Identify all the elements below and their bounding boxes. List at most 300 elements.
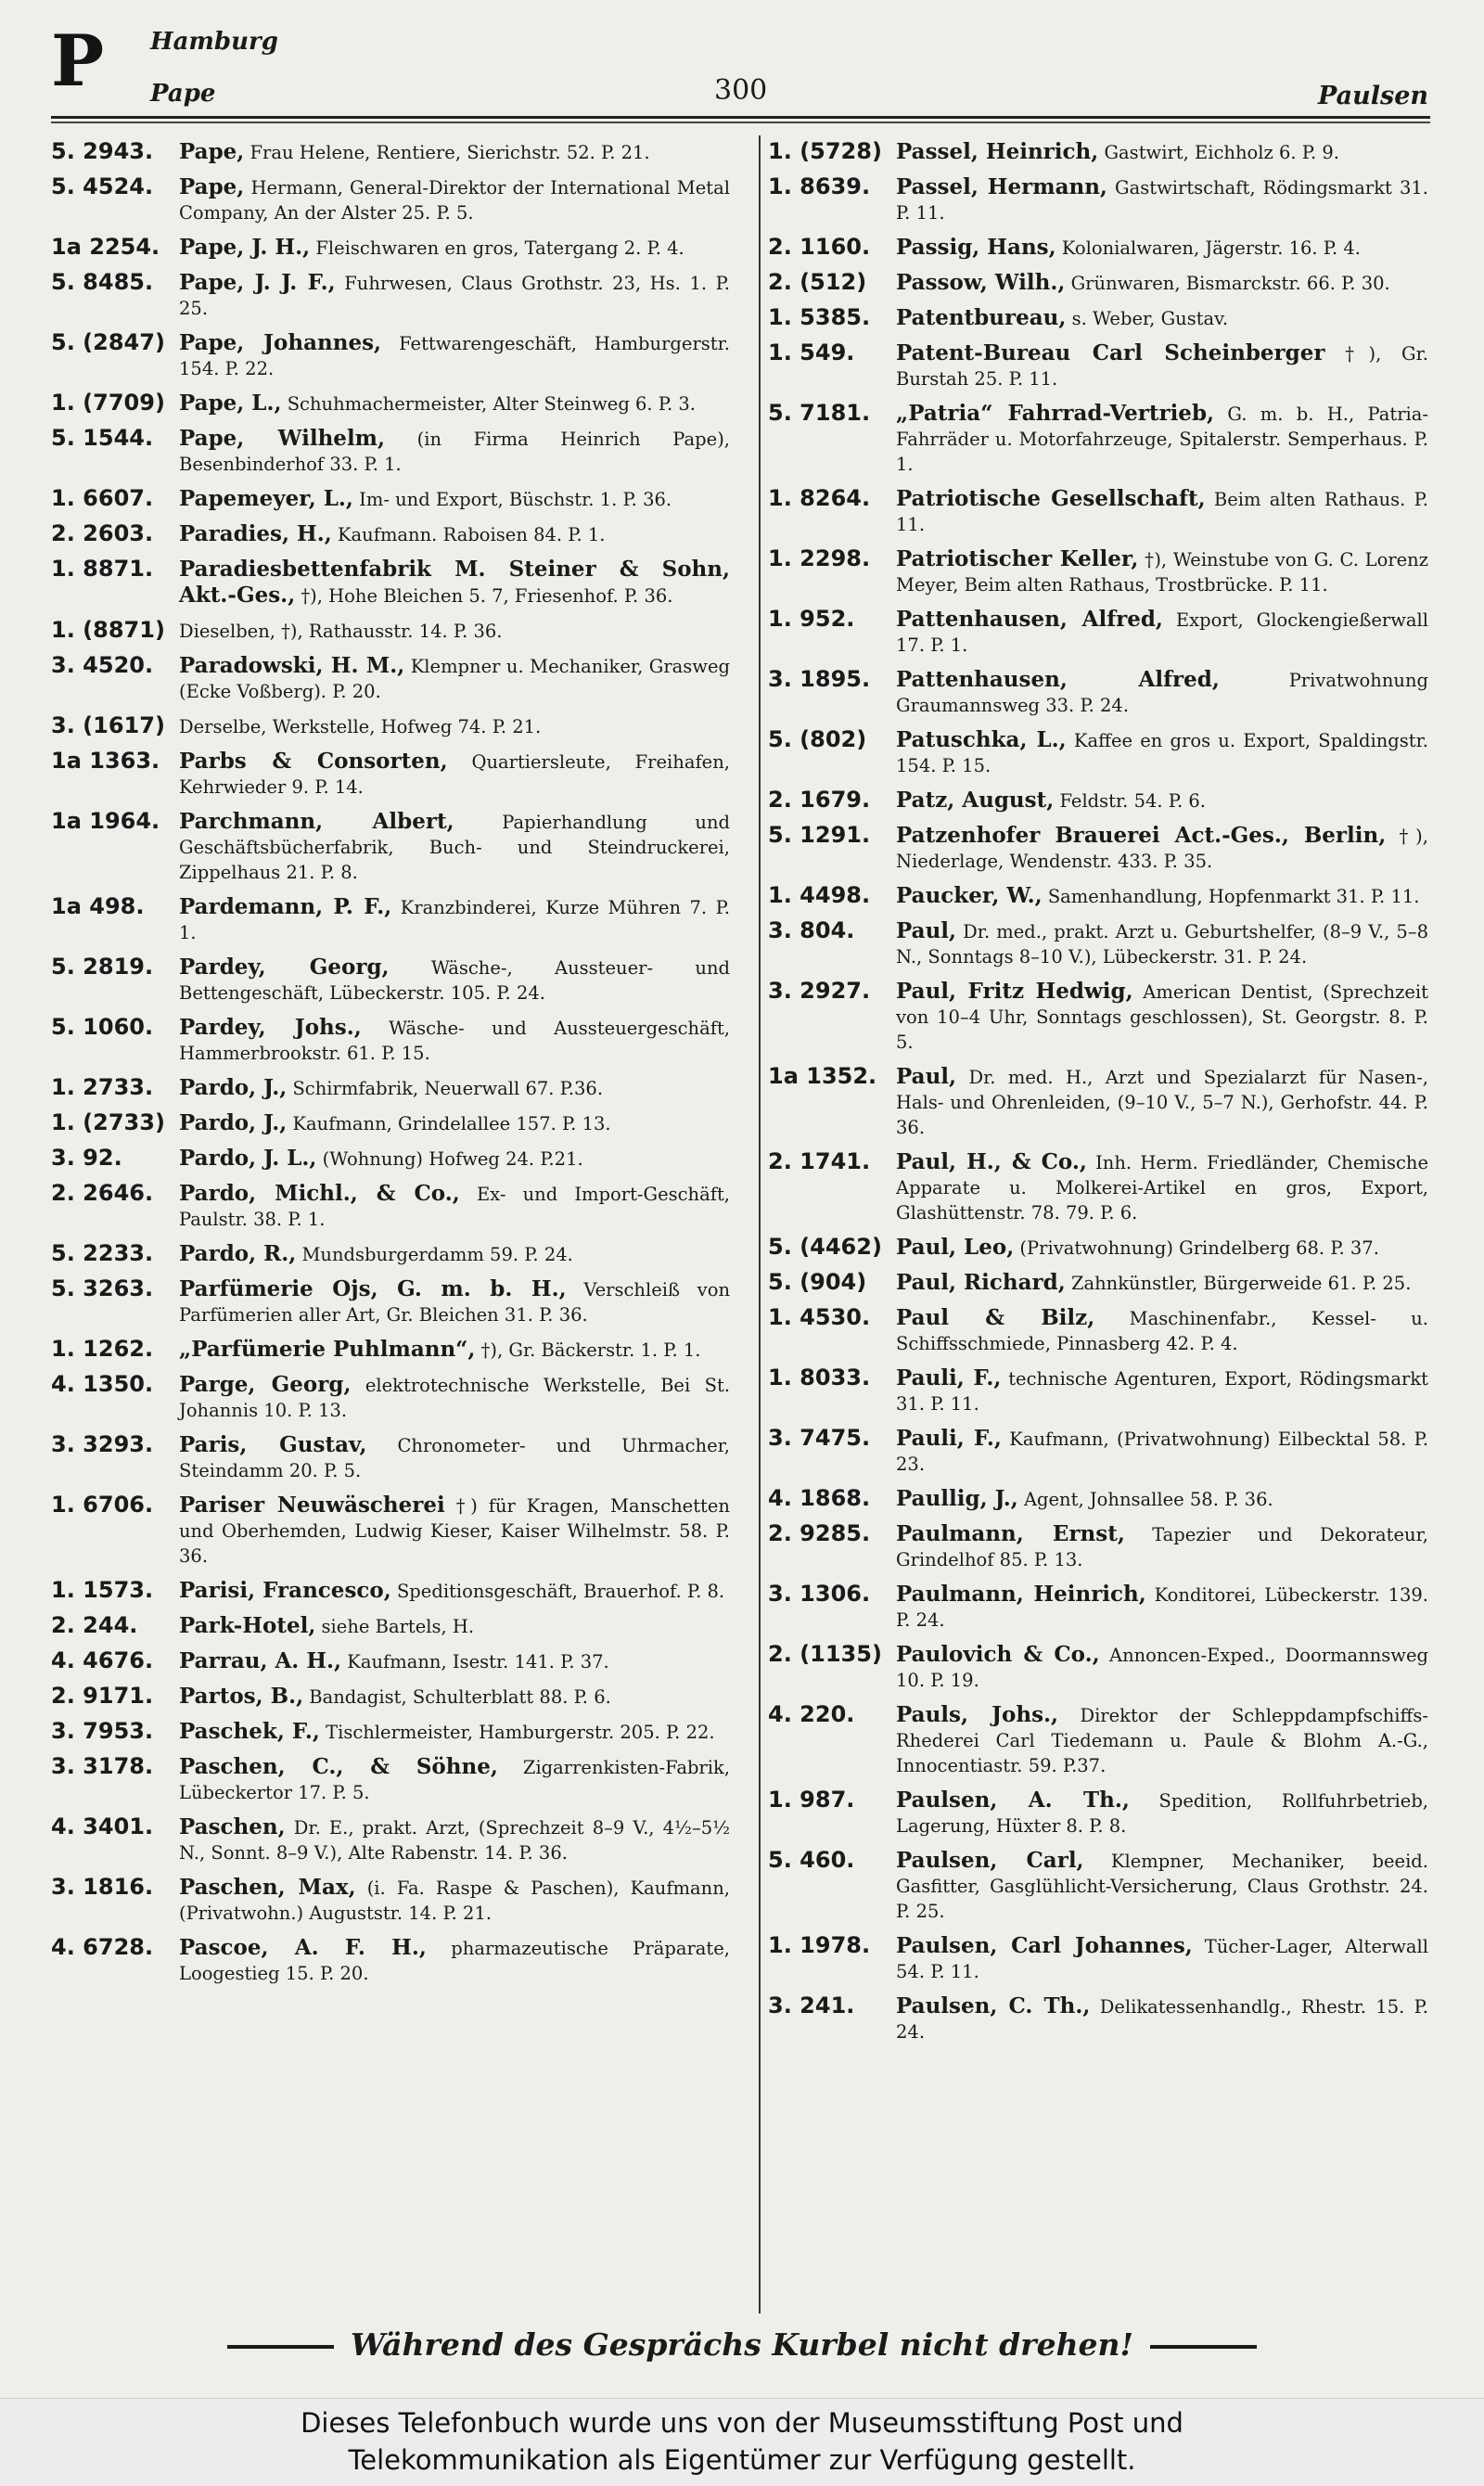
directory-entry: [768, 607, 1428, 658]
entry-name: Pattenhausen, Alfred,: [896, 607, 1163, 632]
entry-details: Verschleiß von Parfümerien aller Art, Gr. Bleichen 31. P. 36.: [179, 1279, 730, 1326]
entry-details: Frau Helene, Rentiere, Sierichstr. 52. P. 21.: [249, 142, 650, 163]
entry-text: [896, 918, 1428, 969]
entry-details: Inh. Herm. Friedländer, Chemische Apparate u. Molkerei-Artikel en gros, Export, Glashüttenstr. 78. 79. P. 6.: [896, 1152, 1428, 1224]
directory-entry: [768, 486, 1428, 537]
directory-entry: [51, 809, 730, 885]
entry-details: Feldstr. 54. P. 6.: [1059, 790, 1206, 812]
entry-name: Pardey, Georg,: [179, 955, 390, 980]
right-column: [768, 139, 1428, 2054]
entry-details: Tischlermeister, Hamburgerstr. 205. P. 22.: [326, 1722, 715, 1743]
entry-name: Paulovich & Co.,: [896, 1642, 1100, 1667]
directory-entry: [51, 426, 730, 477]
directory-entry: [51, 1110, 730, 1136]
entry-text: [179, 1875, 730, 1926]
entry-name: Pardemann, P. F.,: [179, 894, 392, 919]
directory-entry: [51, 391, 730, 416]
entry-name: Paulsen, Carl Johannes,: [896, 1933, 1193, 1958]
phone-number: 5. (802): [768, 726, 867, 752]
entry-details: Dieselben, †), Rathausstr. 14. P. 36.: [179, 621, 503, 642]
entry-text: [179, 1754, 730, 1805]
entry-details: Derselbe, Werkstelle, Hofweg 74. P. 21.: [179, 716, 542, 737]
directory-entry: [51, 1337, 730, 1363]
directory-entry: [51, 486, 730, 512]
directory-entry: [768, 823, 1428, 874]
phone-number: 1. 4498.: [768, 882, 871, 908]
entry-name: Parge, Georg,: [179, 1372, 352, 1397]
directory-entry: [51, 1372, 730, 1423]
entry-details: †), Weinstube von G. C. Lorenz Meyer, Beim alten Rathaus, Trostbrücke. P. 11.: [896, 549, 1429, 596]
phone-number: 1. 4530.: [768, 1304, 871, 1330]
phone-number: 3. 4520.: [51, 652, 154, 678]
entry-details: Kaufmann, Grindelallee 157. P. 13.: [292, 1113, 611, 1134]
entry-text: [896, 823, 1428, 874]
phone-number: 5. (904): [768, 1269, 867, 1295]
directory-entry: [51, 1719, 730, 1745]
entry-details: Tücher-Lager, Alterwall 54. P. 11.: [896, 1936, 1428, 1982]
entry-details: technische Agenturen, Export, Rödingsmarkt 31. P. 11.: [896, 1368, 1428, 1415]
phone-number: 3. 1306.: [768, 1581, 871, 1607]
entry-text: [896, 979, 1428, 1055]
phone-number: 1. 952.: [768, 606, 855, 632]
phone-number: 2. (1135): [768, 1641, 882, 1667]
entry-text: [896, 1235, 1428, 1261]
entry-name: Pape, Wilhelm,: [179, 426, 386, 451]
entry-details: Konditorei, Lübeckerstr. 139. P. 24.: [896, 1584, 1429, 1631]
directory-entry: [51, 1648, 730, 1674]
entry-text: [896, 546, 1428, 597]
entry-text: [179, 174, 730, 225]
entry-name: Pariser Neuwäscherei: [179, 1493, 445, 1518]
credit-banner: [0, 2398, 1484, 2486]
entry-name: Pardo, J.,: [179, 1075, 288, 1100]
entry-name: Passig, Hans,: [896, 235, 1056, 260]
entry-details: Schirmfabrik, Neuerwall 67. P.36.: [292, 1078, 604, 1099]
directory-entry: [768, 727, 1428, 778]
entry-text: [896, 174, 1428, 225]
phone-number: 4. 3401.: [51, 1813, 154, 1839]
phone-number: 5. (4462): [768, 1234, 882, 1260]
directory-entry: [51, 270, 730, 321]
entry-name: Paulsen, C. Th.,: [896, 1993, 1091, 2018]
directory-entry: [768, 1426, 1428, 1477]
phone-number: 3. (1617): [51, 712, 165, 738]
directory-entry: [51, 330, 730, 381]
phone-number: 2. 9285.: [768, 1520, 871, 1546]
entry-details: (in Firma Heinrich Pape), Besenbinderhof 33. P. 1.: [179, 429, 731, 475]
entry-name: Paradiesbettenfabrik M. Steiner & Sohn, Akt.-Ges.,: [179, 557, 730, 608]
entry-text: [896, 883, 1428, 909]
directory-entry: [768, 270, 1428, 296]
directory-entry: [51, 749, 730, 800]
entry-details: Zigarrenkisten-Fabrik, Lübeckertor 17. P. 5.: [179, 1757, 730, 1803]
city-header: Hamburg: [150, 28, 278, 56]
phone-number: 5. (2847): [51, 329, 165, 355]
entry-text: [179, 1648, 730, 1674]
entry-name: Park-Hotel,: [179, 1613, 316, 1638]
directory-entry: [768, 139, 1428, 165]
entry-details: Speditionsgeschäft, Brauerhof. P. 8.: [396, 1581, 725, 1602]
phone-number: 2. 2646.: [51, 1180, 154, 1206]
phone-number: 2. 1741.: [768, 1148, 871, 1174]
entry-text: [179, 270, 730, 321]
entry-name: Patriotischer Keller,: [896, 546, 1139, 571]
directory-entry: [768, 918, 1428, 969]
phone-number: 1a 498.: [51, 893, 145, 919]
entry-name: Parrau, A. H.,: [179, 1648, 342, 1673]
directory-entry: [51, 1814, 730, 1865]
entry-details: Wäsche-, Aussteuer- und Bettengeschäft, Lübeckerstr. 105. P. 24.: [179, 957, 731, 1004]
entry-details: Kolonialwaren, Jägerstr. 16. P. 4.: [1061, 237, 1361, 259]
entry-details: Kaffee en gros u. Export, Spaldingstr. 154. P. 15.: [896, 730, 1428, 776]
directory-entry: [768, 667, 1428, 718]
entry-text: [179, 1613, 730, 1639]
phone-number: 2. 1160.: [768, 234, 871, 260]
entry-text: [896, 1848, 1428, 1924]
directory-entry: [51, 1146, 730, 1172]
left-column: [51, 139, 730, 1995]
entry-text: [179, 330, 730, 381]
directory-entry: [768, 235, 1428, 261]
entry-details: Quartiersleute, Freihafen, Kehrwieder 9. P. 14.: [179, 751, 730, 798]
phone-number: 4. 6728.: [51, 1934, 154, 1960]
directory-entry: [51, 894, 730, 945]
page-number: 300: [714, 74, 768, 107]
entry-details: pharmazeutische Präparate, Loogestieg 15. P. 20.: [179, 1938, 730, 1984]
phone-number: 4. 220.: [768, 1701, 855, 1727]
directory-entry: [768, 1702, 1428, 1778]
last-entry-header: Paulsen: [1318, 82, 1428, 110]
entry-text: [896, 1582, 1428, 1633]
entry-name: Paschek, F.,: [179, 1719, 320, 1744]
entry-details: Papierhandlung und Geschäftsbücherfabrik, Buch- und Steindruckerei, Zippelhaus 21. P. 8.: [179, 812, 730, 883]
directory-entry: [768, 1365, 1428, 1416]
directory-entry: [51, 1754, 730, 1805]
entry-text: [896, 1064, 1428, 1140]
entry-details: elektrotechnische Werkstelle, Bei St. Johannis 10. P. 13.: [179, 1375, 730, 1421]
entry-name: Pascoe, A. F. H.,: [179, 1935, 427, 1960]
entry-text: [179, 235, 730, 261]
directory-entry: [51, 521, 730, 547]
phone-number: 2. 1679.: [768, 787, 871, 813]
entry-name: Passow, Wilh.,: [896, 270, 1066, 295]
entry-details: †), Gr. Burstah 25. P. 11.: [896, 343, 1428, 390]
phone-number: 1. (7709): [51, 390, 165, 416]
section-letter: P: [51, 19, 105, 102]
phone-number: 4. 4676.: [51, 1647, 154, 1673]
directory-entry: [51, 235, 730, 261]
phone-number: 3. 241.: [768, 1993, 855, 2018]
entry-text: [896, 486, 1428, 537]
entry-text: [896, 727, 1428, 778]
entry-name: Patuschka, L.,: [896, 727, 1067, 752]
phone-number: 1. 6706.: [51, 1492, 154, 1518]
entry-text: [896, 1993, 1428, 2044]
entry-name: Paschen, C., & Söhne,: [179, 1754, 498, 1779]
entry-name: Parbs & Consorten,: [179, 749, 448, 774]
phone-number: 3. 3293.: [51, 1431, 154, 1457]
phone-number: 1. 1978.: [768, 1932, 871, 1958]
entry-details: Tapezier und Dekorateur, Grindelhof 85. P. 13.: [896, 1524, 1428, 1570]
entry-text: [179, 426, 730, 477]
directory-entry: [768, 1642, 1428, 1693]
entry-name: Partos, B.,: [179, 1684, 304, 1709]
entry-text: [179, 1015, 730, 1066]
entry-name: Paschen,: [179, 1814, 286, 1839]
entry-details: †), Hohe Bleichen 5. 7, Friesenhof. P. 36.: [301, 585, 673, 607]
directory-entry: [51, 1181, 730, 1232]
entry-name: Paulmann, Ernst,: [896, 1521, 1125, 1546]
entry-details: Im- und Export, Büschstr. 1. P. 36.: [359, 489, 672, 510]
entry-details: Agent, Johnsallee 58. P. 36.: [1023, 1489, 1273, 1510]
entry-name: Patzenhofer Brauerei Act.-Ges., Berlin,: [896, 823, 1387, 848]
directory-entry: [768, 305, 1428, 331]
entry-text: [179, 139, 730, 165]
entry-details: G. m. b. H., Patria-Fahrräder u. Motorfahrzeuge, Spitalerstr. Semperhaus. P. 1.: [896, 404, 1428, 475]
entry-name: Pape,: [179, 174, 245, 199]
phone-number: 5. 8485.: [51, 269, 154, 295]
entry-text: [896, 788, 1428, 814]
phone-number: 3. 2927.: [768, 978, 871, 1004]
entry-details: Gastwirt, Eichholz 6. P. 9.: [1104, 142, 1339, 163]
entry-text: [896, 1702, 1428, 1778]
entry-text: [896, 1149, 1428, 1225]
phone-number: 5. 7181.: [768, 400, 871, 426]
entry-details: Dr. med., prakt. Arzt u. Geburtshelfer, (8–9 V., 5–8 N., Sonntags 8–10 V.), Lübeckerstr. 31. P. 24.: [896, 921, 1428, 967]
slogan-text: Während des Gesprächs Kurbel nicht drehen!: [350, 2326, 1134, 2363]
phone-number: 5. 2943.: [51, 138, 154, 164]
directory-entry: [768, 1788, 1428, 1839]
entry-details: Wäsche- und Aussteuergeschäft, Hammerbrookstr. 61. P. 15.: [179, 1018, 730, 1064]
entry-name: Paul,: [896, 918, 957, 943]
entry-text: [896, 1305, 1428, 1356]
entry-name: Paul & Bilz,: [896, 1305, 1095, 1330]
entry-name: Pardo, R.,: [179, 1241, 297, 1266]
directory-entry: [51, 1015, 730, 1066]
phone-number: 3. 804.: [768, 917, 855, 943]
entry-text: [179, 618, 730, 644]
phone-number: 2. 2603.: [51, 520, 154, 546]
directory-entry: [51, 1241, 730, 1267]
directory-entry: [51, 1493, 730, 1569]
entry-text: [896, 1365, 1428, 1416]
phone-number: 5. 1544.: [51, 425, 154, 451]
entry-text: [896, 305, 1428, 331]
entry-name: Paulsen, A. Th.,: [896, 1788, 1130, 1813]
directory-entry: [768, 1933, 1428, 1984]
entry-text: [179, 1578, 730, 1604]
entry-name: Patz, August,: [896, 788, 1055, 813]
entry-text: [896, 1642, 1428, 1693]
directory-entry: [768, 340, 1428, 391]
directory-entry: [768, 1305, 1428, 1356]
entry-details: Delikatessenhandlg., Rhestr. 15. P. 24.: [896, 1996, 1428, 2043]
entry-name: Parisi, Francesco,: [179, 1578, 391, 1603]
directory-entry: [51, 618, 730, 644]
directory-entry: [768, 1149, 1428, 1225]
entry-text: [179, 1493, 730, 1569]
entry-details: †), Gr. Bäckerstr. 1. P. 1.: [480, 1339, 701, 1361]
entry-details: Fuhrwesen, Claus Grothstr. 23, Hs. 1. P. 25.: [179, 273, 730, 319]
phone-number: 1. 1262.: [51, 1336, 154, 1362]
entry-details: American Dentist, (Sprechzeit von 10–4 Uhr, Sonntags geschlossen), St. Georgstr. 8. P. 5.: [896, 981, 1428, 1053]
entry-name: Pauli, F.,: [896, 1426, 1002, 1451]
entry-text: [179, 955, 730, 1006]
directory-entry: [51, 1613, 730, 1639]
entry-text: [896, 1521, 1428, 1572]
entry-text: [179, 1075, 730, 1101]
footer-slogan: [0, 2326, 1484, 2363]
entry-text: [179, 486, 730, 512]
entry-text: [896, 607, 1428, 658]
entry-details: (Privatwohnung) Grindelberg 68. P. 37.: [1019, 1237, 1379, 1259]
entry-text: [179, 809, 730, 885]
entry-text: [896, 139, 1428, 165]
entry-text: [179, 1337, 730, 1363]
phone-number: 5. 3263.: [51, 1275, 154, 1301]
phone-number: 1. 8871.: [51, 556, 154, 582]
phone-number: 1. (2733): [51, 1109, 165, 1135]
entry-name: Paul,: [896, 1064, 957, 1089]
credit-line-2: Telekommunikation als Eigentümer zur Verfügung gestellt.: [348, 2444, 1136, 2476]
entry-details: (Wohnung) Hofweg 24. P.21.: [322, 1148, 583, 1170]
directory-entry: [768, 174, 1428, 225]
phone-number: 1. 8264.: [768, 485, 871, 511]
directory-entry: [768, 1521, 1428, 1572]
entry-details: Annoncen-Exped., Doormannsweg 10. P. 19.: [896, 1645, 1428, 1691]
phone-number: 1a 1964.: [51, 808, 160, 834]
phone-number: 1a 1363.: [51, 748, 160, 774]
entry-name: „Parfümerie Puhlmann“,: [179, 1337, 476, 1362]
entry-name: Pape, L.,: [179, 391, 282, 416]
directory-entry: [768, 788, 1428, 814]
phone-number: 1. 2733.: [51, 1074, 154, 1100]
directory-entry: [51, 653, 730, 704]
entry-text: [179, 749, 730, 800]
phone-number: 2. (512): [768, 269, 867, 295]
entry-name: Patriotische Gesellschaft,: [896, 486, 1206, 511]
entry-name: Paulsen, Carl,: [896, 1848, 1084, 1873]
phone-number: 1. 987.: [768, 1787, 855, 1813]
directory-entry: [51, 1684, 730, 1710]
entry-details: Zahnkünstler, Bürgerweide 61. P. 25.: [1070, 1273, 1412, 1294]
entry-details: †), Niederlage, Wendenstr. 433. P. 35.: [896, 826, 1428, 872]
phone-number: 4. 1868.: [768, 1485, 871, 1511]
entry-text: [179, 713, 730, 739]
phone-number: 5. 2819.: [51, 954, 154, 980]
directory-entry: [51, 1432, 730, 1483]
phone-number: 3. 1895.: [768, 666, 871, 692]
entry-name: Patentbureau,: [896, 305, 1067, 330]
entry-details: Schuhmachermeister, Alter Steinweg 6. P. 3.: [287, 393, 696, 415]
entry-name: Paradowski, H. M.,: [179, 653, 405, 678]
directory-entry: [768, 1993, 1428, 2044]
directory-entry: [768, 883, 1428, 909]
entry-name: Papemeyer, L.,: [179, 486, 353, 511]
entry-name: Paucker, W.,: [896, 883, 1043, 908]
entry-text: [896, 401, 1428, 477]
entry-name: Pape,: [179, 139, 245, 164]
entry-text: [179, 894, 730, 945]
entry-details: †) für Kragen, Manschetten und Oberhemden, Ludwig Kieser, Kaiser Wilhelmstr. 58. P. 36.: [179, 1495, 730, 1567]
entry-text: [179, 557, 730, 609]
entry-text: [896, 235, 1428, 261]
entry-name: Paradies, H.,: [179, 521, 332, 546]
phone-number: 3. 3178.: [51, 1753, 154, 1779]
entry-text: [179, 1181, 730, 1232]
phone-number: 5. 460.: [768, 1847, 855, 1873]
entry-name: Pardey, Johs.,: [179, 1015, 362, 1040]
phone-number: 1. (5728): [768, 138, 882, 164]
phone-number: 5. 2233.: [51, 1240, 154, 1266]
phone-number: 3. 92.: [51, 1145, 122, 1171]
directory-entry: [51, 174, 730, 225]
directory-entry: [51, 139, 730, 165]
entry-details: Kaufmann, (Privatwohnung) Eilbecktal 58. P. 23.: [896, 1429, 1429, 1475]
header-rule: [51, 116, 1430, 119]
entry-details: siehe Bartels, H.: [321, 1616, 475, 1637]
phone-number: 1. 5385.: [768, 304, 871, 330]
phone-number: 1. (8871): [51, 617, 165, 643]
directory-entry: [51, 1875, 730, 1926]
entry-text: [896, 340, 1428, 391]
entry-details: Klempner u. Mechaniker, Grasweg (Ecke Voßberg). P. 20.: [179, 656, 731, 702]
entry-text: [179, 1432, 730, 1483]
entry-text: [179, 391, 730, 416]
entry-name: Pauls, Johs.,: [896, 1702, 1059, 1727]
directory-entry: [51, 1935, 730, 1986]
directory-entry: [51, 1075, 730, 1101]
entry-text: [179, 1719, 730, 1745]
entry-details: Dr. med. H., Arzt und Spezialarzt für Nasen-, Hals- und Ohrenleiden, (9–10 V., 5–7 N.), Gerhofstr. 44. P. 36.: [896, 1067, 1428, 1138]
entry-text: [179, 1935, 730, 1986]
slogan-rule-right: [1150, 2345, 1257, 2349]
entry-name: Parfümerie Ojs, G. m. b. H.,: [179, 1276, 567, 1301]
entry-text: [896, 667, 1428, 718]
slogan-rule-left: [227, 2345, 334, 2349]
entry-name: Pauli, F.,: [896, 1365, 1002, 1390]
entry-text: [179, 521, 730, 547]
phone-number: 2. 9171.: [51, 1683, 154, 1709]
entry-name: Pape, J. J. F.,: [179, 270, 336, 295]
directory-entry: [768, 546, 1428, 597]
phone-number: 5. 1291.: [768, 822, 871, 848]
entry-text: [896, 1270, 1428, 1296]
entry-details: Kaufmann, Isestr. 141. P. 37.: [347, 1651, 609, 1672]
entry-name: Paullig, J.,: [896, 1486, 1018, 1511]
phone-number: 1. 8033.: [768, 1365, 871, 1390]
entry-details: Maschinenfabr., Kessel- u. Schiffsschmiede, Pinnasberg 42. P. 4.: [896, 1308, 1428, 1354]
entry-details: (i. Fa. Raspe & Paschen), Kaufmann, (Privatwohn.) Auguststr. 14. P. 21.: [179, 1877, 730, 1924]
entry-details: Grünwaren, Bismarckstr. 66. P. 30.: [1070, 273, 1390, 294]
directory-entry: [768, 1064, 1428, 1140]
entry-details: Samenhandlung, Hopfenmarkt 31. P. 11.: [1047, 886, 1420, 907]
entry-details: Kaufmann. Raboisen 84. P. 1.: [337, 524, 606, 545]
phone-number: 1a 1352.: [768, 1063, 877, 1089]
directory-entry: [768, 979, 1428, 1055]
entry-name: Paul, H., & Co.,: [896, 1149, 1087, 1174]
entry-details: Chronometer- und Uhrmacher, Steindamm 20. P. 5.: [179, 1435, 731, 1481]
entry-text: [896, 1933, 1428, 1984]
entry-name: Patent-Bureau Carl Scheinberger: [896, 340, 1325, 365]
entry-details: Fleischwaren en gros, Tatergang 2. P. 4.: [315, 237, 684, 259]
column-divider: [759, 135, 761, 2313]
directory-entry: [768, 1848, 1428, 1924]
credit-line-1: Dieses Telefonbuch wurde uns von der Museumsstiftung Post und: [301, 2407, 1183, 2439]
directory-entry: [51, 955, 730, 1006]
entry-name: Pardo, J.,: [179, 1110, 288, 1135]
phone-number: 1. 8639.: [768, 173, 871, 199]
